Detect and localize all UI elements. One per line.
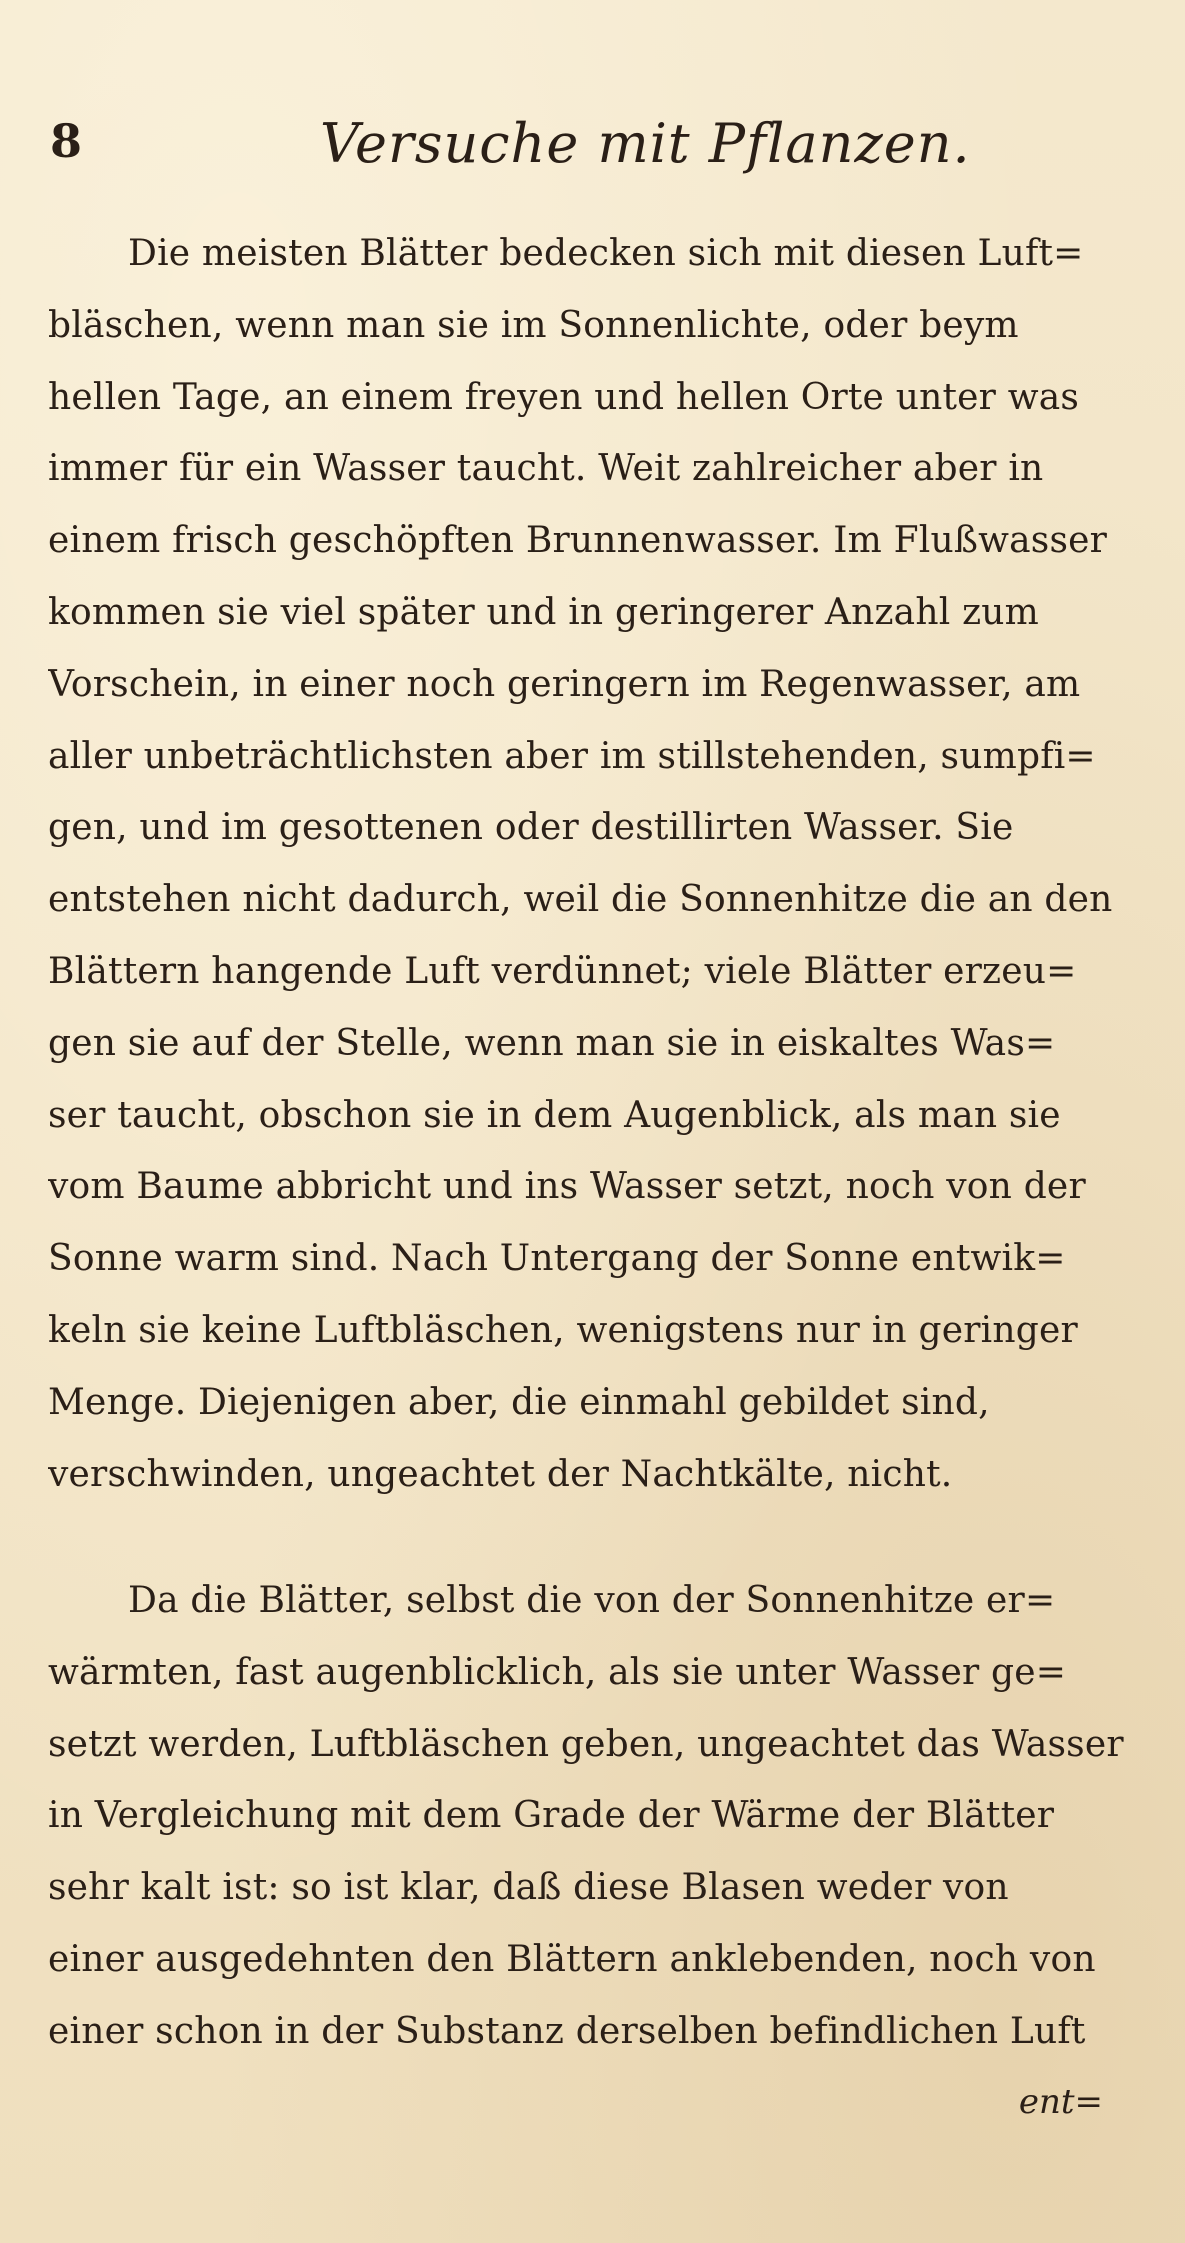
text-line: kommen sie viel später und in geringerer Anzahl zum	[48, 591, 1039, 633]
text-line: einer ausgedehnten den Blättern anklebenden, noch von	[48, 1938, 1096, 1980]
text-line: einem frisch geschöpften Brunnenwasser. Im Flußwasser	[48, 520, 1108, 562]
page-header	[40, 108, 1120, 188]
text-line: sehr kalt ist: so ist klar, daß diese Blasen weder von	[48, 1867, 1009, 1909]
text-line: verschwinden, ungeachtet der Nachtkälte, nicht.	[48, 1453, 953, 1495]
text-line: Die meisten Blätter bedecken sich mit diesen Luft=	[128, 233, 1084, 274]
text-line: gen sie auf der Stelle, wenn man sie in eiskaltes Was=	[48, 1022, 1056, 1064]
text-line: bläschen, wenn man sie im Sonnenlichte, oder beym	[48, 304, 1019, 346]
text-line: aller unbeträchtlichsten aber im stillstehenden, sumpfi=	[48, 735, 1096, 777]
text-line: Da die Blätter, selbst die von der Sonnenhitze er=	[128, 1580, 1056, 1621]
text-line: keln sie keine Luftbläschen, wenigstens nur in geringer	[48, 1309, 1078, 1351]
running-title: Versuche mit Pflanzen.	[320, 112, 971, 175]
catchword: ent=	[1018, 2082, 1103, 2122]
page-number: 8	[50, 114, 84, 168]
text-line: gen, und im gesottenen oder destillirten Wasser. Sie	[48, 807, 1014, 849]
paragraph-2	[48, 1565, 1128, 2068]
text-line: Vorschein, in einer noch geringern im Regenwasser, am	[48, 663, 1081, 705]
text-line: Sonne warm sind. Nach Untergang der Sonne entwik=	[48, 1238, 1066, 1280]
text-line: Menge. Diejenigen aber, die einmahl gebildet sind,	[48, 1381, 990, 1423]
text-line: ser taucht, obschon sie in dem Augenblick, als man sie	[48, 1094, 1061, 1136]
text-line: Blättern hangende Luft verdünnet; viele Blätter erzeu=	[48, 950, 1077, 992]
text-line: in Vergleichung mit dem Grade der Wärme der Blätter	[48, 1795, 1055, 1837]
text-line: immer für ein Wasser taucht. Weit zahlreicher aber in	[48, 448, 1044, 490]
text-line: einer schon in der Substanz derselben befindlichen Luft	[48, 2010, 1086, 2052]
text-line: wärmten, fast augenblicklich, als sie unter Wasser ge=	[48, 1651, 1067, 1693]
text-line: setzt werden, Luftbläschen geben, ungeachtet das Wasser	[48, 1723, 1124, 1765]
text-line: vom Baume abbricht und ins Wasser setzt, noch von der	[48, 1166, 1086, 1208]
paragraph-1	[48, 218, 1128, 1510]
text-line: hellen Tage, an einem freyen und hellen Orte unter was	[48, 376, 1080, 418]
text-line: entstehen nicht dadurch, weil die Sonnenhitze die an den	[48, 879, 1113, 921]
